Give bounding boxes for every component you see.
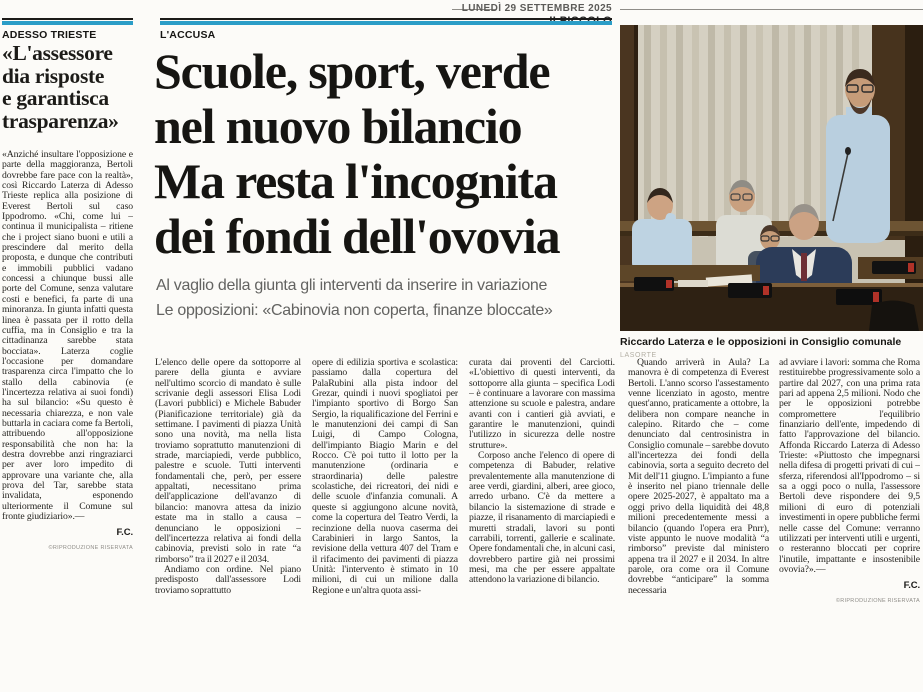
left-article-byline: F.C. [116,527,133,539]
article-column-4 [628,358,769,692]
left-article-headline [2,42,154,132]
article-paragraph: Corposo anche l'elenco di opere di competenza di Babuder, relative prevalentemente alla manutenzione di aree verdi, giardini, alberi, aree gioco, arredo urbano. C'è da mettere a bilancio la sistemazione di strade e piazze, il risanamento di marciapiedi e muretti stradali, lavori su ponti carrabili, torrenti, gallerie e scalinate. Opere fondamentali che, in alcuni casi, dovrebbero partire già nei prossimi mesi, ma che per essere appaltate attendono la variazione di bilancio. [469,450,615,586]
article-column-5 [779,358,920,692]
council-photo-illustration [620,25,923,331]
main-article-byline: F.C. [903,580,920,592]
article-column-2 [312,358,458,692]
masthead-date: LUNEDÌ 29 SETTEMBRE 2025 [461,3,612,14]
left-headline-line: e garantisca [2,86,109,110]
main-headline-line: Scuole, sport, verde [154,43,550,99]
left-headline-line: dia risposte [2,63,105,88]
article-paragraph: Quando arriverà in Aula? La manovra è di competenza di Everest Bertoli. L'anno scorso l'assestamento venne licenziato in agosto, mentre quest'anno, praticamente a ottobre, la delibera non compare neanche in calepino. Ritardo che – come denunciato dal centrosinistra in Consiglio comunale – sarebbe dovuto all'incertezza dei fondi della cabinovia, sorta a seguito decreto del Mit dell'11 giugno. L'impianto a fune è inserito nel piano triennale delle opere 2025-2027, è appaltato ma a oggi privo della liquidità dei 48,8 milioni precedentemente messi a bilancio (quando l'opera era Pnrr), viste appunto le nuove modalità “a rimborso” previste dal ministero appena tra il 2027 e il 2034. In altre parole, ora come ora il Comune dovrebbe “anticipare” la somma necessaria [628,358,769,596]
masthead-rule-right [620,9,923,10]
left-article-kicker: ADESSO TRIESTE [2,29,97,41]
left-article-paragraph: «Anziché insultare l'opposizione e parte della maggioranza, Bertoli dovrebbe fare pace con la realtà», così Riccardo Laterza di Adesso Trieste replica alla posizione di Everest Bertoli sul caso Ippodromo. «Chi, come lui – continua il municipalista – ritiene che i project siano buoni e utili a prescindere dal merito della proposta, e dunque che contributi e immobili pubblici vadano concessi a chiunque bussi alle porte del Comune, senza valutare costi e benefici, fa parte di una minoranza. In giunta infatti questa linea è passata per il rotto della cuffia, ma in Consiglio e tra la cittadinanza sarebbe stata bocciata». Laterza coglie l'occasione per domandare trasparenza circa l'impatto che lo stallo della cabinovia (e l'incertezza relativa ai suoi fondi) ha sul bilancio: «Su questo è necessaria chiarezza, e non vale buttarla in caciara come fa Bertoli, attribuendo all'opposizione responsabilità che non ha: la destra dovrebbe anzi ringraziarci per aver loro impedito di approvare una variante che, alla prova del Tar, sarebbe stata invalidata, esponendo ulteriormente il Comune sul fronte giudiziario».— [2,150,133,523]
main-article-copyright: ©RIPRODUZIONE RISERVATA [835,598,920,605]
left-headline-line: trasparenza» [2,108,119,133]
main-headline-line: nel nuovo bilancio [154,98,522,154]
standfirst-line: Al vaglio della giunta gli interventi da inserire in variazione [156,277,548,294]
left-headline-line: «L'assessore [2,41,113,65]
main-headline-line: Ma resta l'incognita [154,153,557,209]
main-headline-line: dei fondi dell'ovovia [154,208,560,264]
left-article-rule [2,18,133,25]
main-article-standfirst [156,273,622,323]
article-paragraph: ad avviare i lavori: somma che Roma restituirebbe progressivamente solo a partire dal 2027, con una prima rata pari ad appena 2,5 milioni. Nodo che per le opposizioni potrebbe compromettere l'equilibrio finanziario dell'ente, impedendo di fatto l'approvazione del bilancio. Affonda Riccardo Laterza di Adesso Trieste: «Piuttosto che impegnarsi nella difesa di progetti privati di cui – sferza, riferendosi all'Ippodromo – si sa a oggi poco o nulla, l'assessore Bertoli deve rispondere dei 9,5 milioni di euro di potenziali investimenti in opere pubbliche fermi nelle casse del Comune: verranno utilizzati per interventi utili e urgenti, o resteranno bloccati per coprire l'inutile, impattante e insostenibile ovovia?».— [779,358,920,575]
article-paragraph: opere di edilizia sportiva e scolastica: passiamo dalla copertura del PalaRubini alla pista indoor del Grezar, quindi i nuovi spogliatoi per l'impianto sportivo di Borgo San Sergio, la riqualificazione del Ferrini e le manutenzioni dei campi di San Luigi, di Campo Cologna, dell'impianto Biagio Marin e del Rocco. C'è poi tutto il lotto per la manutenzione (ordinaria e straordinaria) delle palestre scolastiche, dei ricreatori, dei nidi e delle scuole d'infanzia comunali. A queste si aggiungono alcune novità, come la copertura del Teatro Verdi, la recinzione della nuova caserma dei Carabinieri in largo Santos, la revisione della vettura 407 del Tram e il rifacimento dei pavimenti di piazza Unità: l'intervento è stimato in 10 milioni, di cui un milione dalla Regione e un'altra quota assi- [312,358,458,596]
article-column-1 [155,358,301,692]
article-paragraph: curata dai proventi del Carciotti. «L'obiettivo di questi interventi, da sottoporre alla giunta – specifica Lodi – è continuare a lavorare con massima attenzione su scuole e palestra, andare avanti con i cantieri già avviati, e garantire le manutenzioni, quindi l'utilizzo in sicurezza delle nostre strutture». [469,358,615,451]
article-paragraph: Andiamo con ordine. Nel piano predisposto dall'assessore Lodi troviamo soprattutto [155,563,301,596]
main-article-rule [160,18,612,25]
main-article-headline [154,44,624,264]
photo-caption [620,336,923,360]
photo-caption-text: Riccardo Laterza e le opposizioni in Consiglio comunale [620,336,902,348]
standfirst-line: Le opposizioni: «Cabinovia non coperta, finanze bloccate» [156,302,553,319]
article-column-3 [469,358,615,692]
photo-credit: LASORTE [620,352,657,359]
council-photo [620,25,923,331]
left-article-body [2,150,133,690]
left-article-copyright: ©RIPRODUZIONE RISERVATA [48,545,133,552]
article-paragraph: L'elenco delle opere da sottoporre al parere della giunta e avviare nell'ultimo scorcio di mandato è sulle scrivanie degli assessori Elisa Lodi (Lavori pubblici) e Michele Babuder (Pianificazione territoriale) già da settimane. I pavimenti di piazza Unità sono una novità, ma nella lista troviamo soprattutto manutenzioni di strade, marciapiedi, verde pubblico, palestre e scuole. Tutti interventi fondamentali che, però, per essere appaltati, necessitano prima dell'applicazione dell'avanzo di bilancio: manovra attesa da inizio estate ma in stallo a causa – denunciano le opposizioni – dell'incertezza relativa ai fondi della cabinovia, previsti solo in rate “a rimborso” tra il 2027 e il 2034. [155,358,301,565]
main-article-kicker: L'ACCUSA [160,29,216,41]
